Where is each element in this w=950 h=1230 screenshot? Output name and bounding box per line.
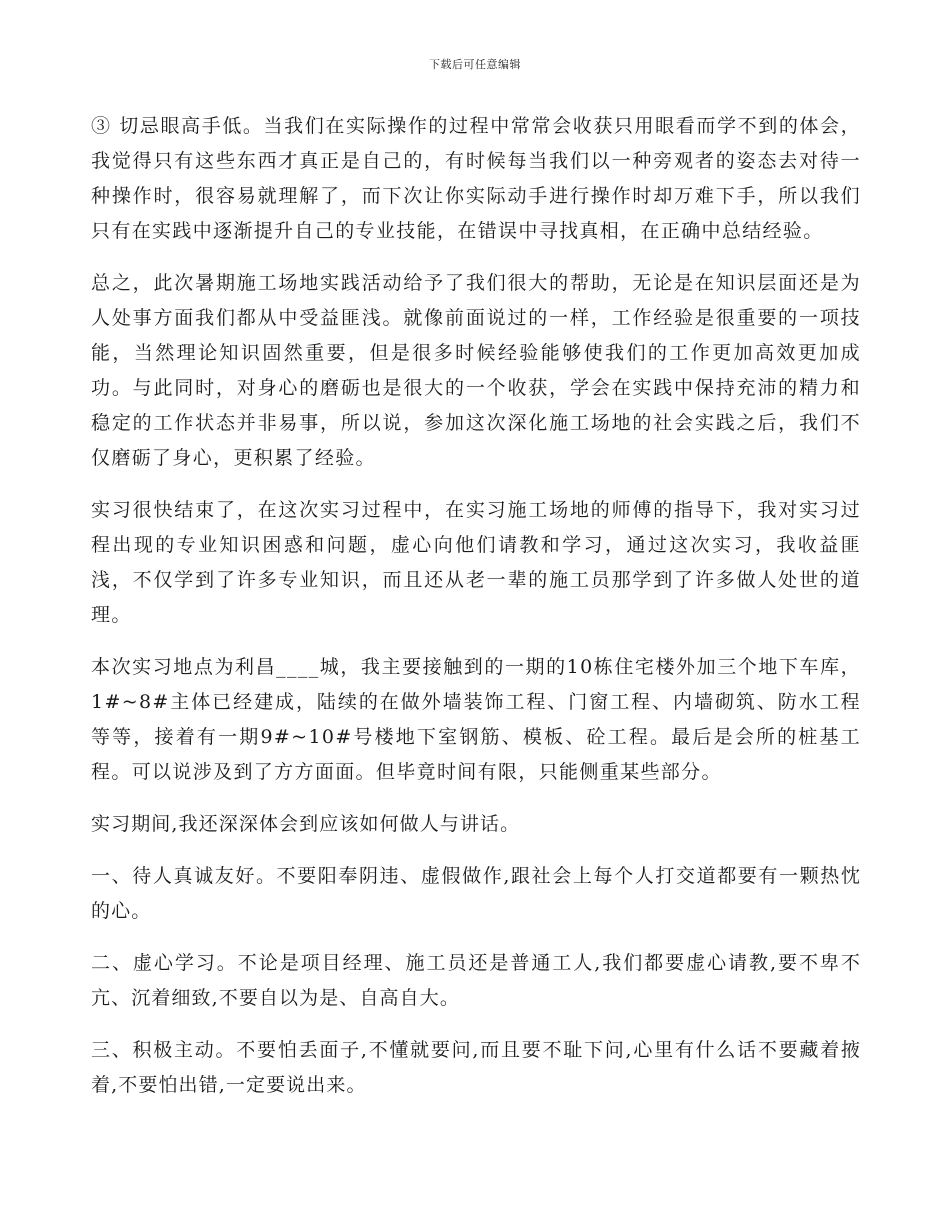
document-body [91,109,861,1120]
paragraph-summary: 总之，此次暑期施工场地实践活动给予了我们很大的帮助，无论是在知识层面还是为人处事方面我们都从中受益匪浅。就像前面说过的一样，工作经验是很重要的一项技能，当然理论知识固然重要，但是很多时候经验能够使我们的工作更加高效更加成功。与此同时，对身心的磨砺也是很大的一个收获，学会在实践中保持充沛的精力和稳定的工作状态并非易事，所以说，参加这次深化施工场地的社会实践之后，我们不仅磨砺了身心，更积累了经验。 [91,272,861,469]
paragraph-lessons-intro: 实习期间,我还深深体会到应该如何做人与讲话。 [91,813,521,835]
paragraph-lesson-2: 二、虚心学习。不论是项目经理、施工员还是普通工人,我们都要虚心请教,要不卑不亢、沉着细致,不要自以为是、自高自大。 [91,952,861,1009]
paragraph-tip-3: ③ 切忌眼高手低。当我们在实际操作的过程中常常会收获只用眼看而学不到的体会，我觉得只有这些东西才真正是自己的，有时候每当我们以一种旁观者的姿态去对待一种操作时，很容易就理解了，而下次让你实际动手进行操作时却万难下手，所以我们只有在实践中逐渐提升自己的专业技能，在错误中寻找真相，在正确中总结经验。 [91,115,861,242]
paragraph-lesson-1: 一、待人真诚友好。不要阳奉阴违、虚假做作,跟社会上每个人打交道都要有一颗热忱的心。 [91,865,861,922]
paragraph-internship-location: 本次实习地点为利昌____城，我主要接触到的一期的10栋住宅楼外加三个地下车库，1#~8#主体已经建成，陆续的在做外墙装饰工程、门窗工程、内墙砌筑、防水工程等等，接着有一期9#~10#号楼地下室钢筋、模板、砼工程。最后是会所的桩基工程。可以说涉及到了方方面面。但毕竟时间有限，只能侧重某些部分。 [91,656,861,783]
paragraph-lesson-3: 三、积极主动。不要怕丢面子,不懂就要问,而且要不耻下问,心里有什么话不要藏着掖着,不要怕出错,一定要说出来。 [91,1039,861,1096]
header-note: 下载后可任意编辑 [429,58,521,71]
paragraph-internship-end: 实习很快结束了，在这次实习过程中，在实习施工场地的师傅的指导下，我对实习过程出现的专业知识困惑和问题，虚心向他们请教和学习，通过这次实习，我收益匪浅，不仅学到了许多专业知识，而且还从老一辈的施工员那学到了许多做人处世的道理。 [91,499,861,626]
